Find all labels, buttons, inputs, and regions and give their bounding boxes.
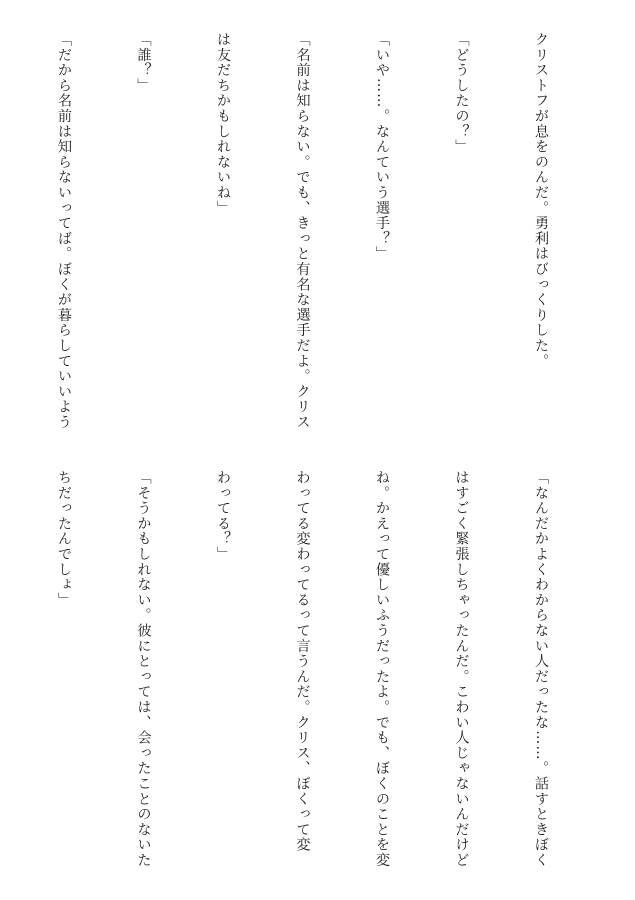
text-line: はすごく緊張しちゃったんだ。こわい人じゃないんだけど — [453, 470, 470, 868]
text-line: 「そうかもしれない。彼にとっては、会ったことのないた — [135, 470, 152, 868]
text-line: 「誰？」 — [135, 32, 152, 94]
text-line: わってる？」 — [215, 470, 231, 562]
text-block-upper — [25, 32, 607, 444]
text-line: クリストフが息をのんだ。勇利はびっくりした。 — [533, 32, 549, 369]
text-line: 「だから名前は知らないってば。ぼくが暮らしていいよう — [56, 32, 72, 430]
text-line: ちだったんでしょ」 — [56, 470, 72, 608]
text-block-lower — [25, 470, 607, 882]
text-line: ね。かえって優しいふうだったよ。でも、ぼくのことを変 — [374, 470, 390, 868]
text-line: 「どうしたの？」 — [453, 32, 470, 155]
text-line: 「なんだかよくわからない人だったな……。話すときぼく — [533, 470, 549, 868]
text-line: 「名前は知らない。でも、きっと有名な選手だよ。クリス — [294, 32, 311, 430]
text-line: は友だちかもしれないね」 — [215, 32, 231, 216]
text-line: 「いや……。なんていう選手？」 — [374, 32, 390, 262]
text-line: わってる変わってるって言うんだ。クリス、ぼくって変 — [294, 470, 311, 853]
